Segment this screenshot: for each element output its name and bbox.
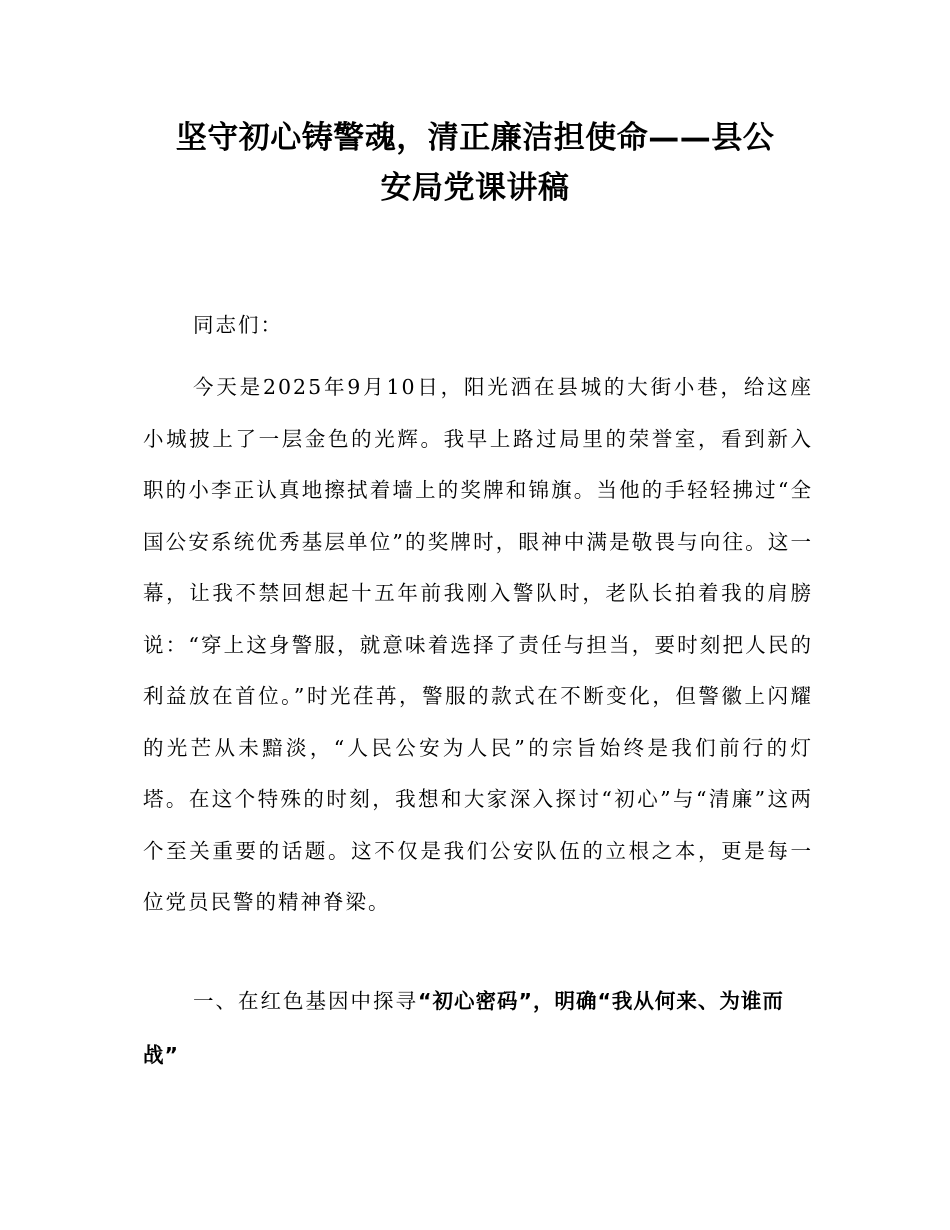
salutation: 同志们：: [193, 313, 283, 337]
document-title-line-1: 坚守初心铸警魂，清正廉洁担使命——县公: [175, 120, 775, 156]
body-paragraph: 今天是2025年9月10日，阳光洒在县城的大街小巷，给这座小城披上了一层金色的光辉。我早上路过局里的荣誉室，看到新入职的小李正认真地擦拭着墙上的奖牌和锦旗。当他的手轻轻拂过“全国公安系统优秀基层单位”的奖牌时，眼神中满是敬畏与向往。这一幕，让我不禁回想起十五年前我刚入警队时，老队长拍着我的肩膀说：“穿上这身警服，就意味着选择了责任与担当，要时刻把人民的利益放在首位。”时光荏苒，警服的款式在不断变化，但警徽上闪耀的光芒从未黯淡，“人民公安为人民”的宗旨始终是我们前行的灯塔。在这个特殊的时刻，我想和大家深入探讨“初心”与“清廉”这两个至关重要的话题。这不仅是我们公安队伍的立根之本，更是每一位党员民警的精神脊梁。: [143, 375, 813, 914]
section-heading-prefix: 一、在红色基因中探寻: [193, 989, 418, 1013]
section-heading-emphasis: “初心密码”，明确“我从何来、为谁而战”: [143, 989, 784, 1067]
section-heading-1: [143, 974, 813, 1082]
document-title-line-2: 安局党课讲稿: [380, 170, 570, 206]
